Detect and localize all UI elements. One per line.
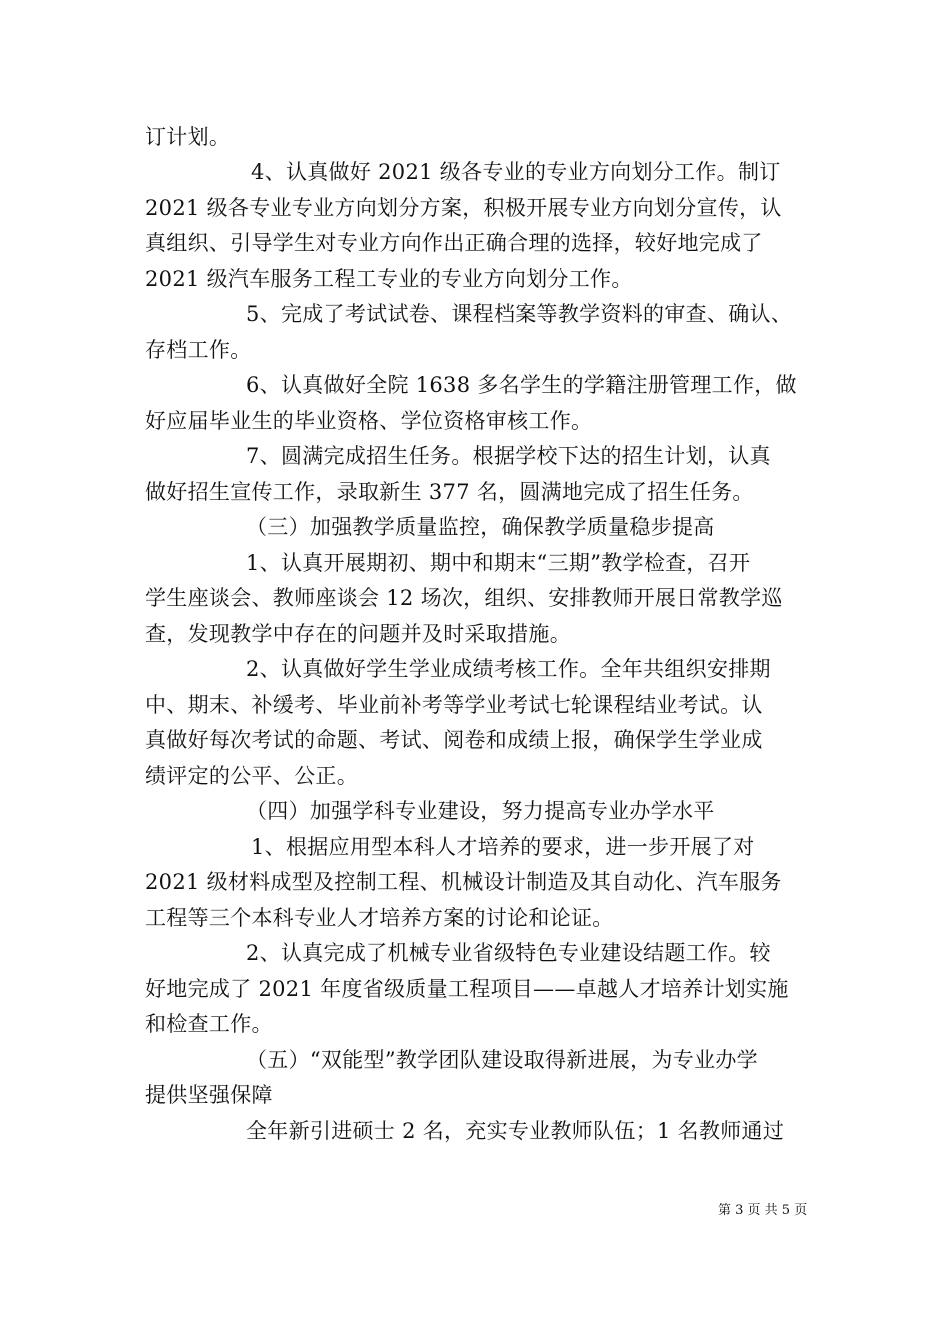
text-line: 6、认真做好全院 1638 多名学生的学籍注册管理工作，做 bbox=[246, 373, 797, 397]
text-line: 好地完成了 2021 年度省级质量工程项目——卓越人才培养计划实施 bbox=[145, 977, 789, 1001]
text-line: 1、根据应用型本科人才培养的要求，进一步开展了对 bbox=[251, 835, 755, 859]
text-line: 中、期末、补缓考、毕业前补考等学业考试七轮课程结业考试。认 bbox=[145, 693, 763, 717]
text-line: 工程等三个本科专业人才培养方案的讨论和论证。 bbox=[145, 906, 614, 930]
text-line: 7、圆满完成招生任务。根据学校下达的招生计划，认真 bbox=[246, 444, 771, 468]
text-line: 查，发现教学中存在的问题并及时采取措施。 bbox=[145, 622, 571, 646]
text-line: 2、认真做好学生学业成绩考核工作。全年共组织安排期 bbox=[246, 657, 771, 681]
text-line: 提供坚强保障 bbox=[145, 1083, 273, 1107]
text-line: 2021 级各专业专业方向划分方案，积极开展专业方向划分宣传，认 bbox=[145, 196, 782, 220]
text-line: 2021 级汽车服务工程工专业的专业方向划分工作。 bbox=[145, 267, 633, 291]
text-line: 学生座谈会、教师座谈会 12 场次，组织、安排教师开展日常教学巡 bbox=[145, 586, 783, 610]
text-line: 和检查工作。 bbox=[145, 1012, 273, 1036]
text-line: 2、认真完成了机械专业省级特色专业建设结题工作。较 bbox=[246, 941, 771, 965]
text-line: 绩评定的公平、公正。 bbox=[145, 764, 358, 788]
section-heading: （三）加强教学质量监控，确保教学质量稳步提高 bbox=[246, 515, 715, 539]
text-line: 存档工作。 bbox=[145, 338, 252, 362]
section-heading: （五）“双能型”教学团队建设取得新进展，为专业办学 bbox=[246, 1048, 758, 1072]
text-line: 1、认真开展期初、期中和期末“三期”教学检查，召开 bbox=[246, 551, 751, 575]
text-line: 5、完成了考试试卷、课程档案等教学资料的审查、确认、 bbox=[246, 302, 793, 326]
text-line: 做好招生宣传工作，录取新生 377 名，圆满地完成了招生任务。 bbox=[145, 480, 754, 504]
text-line: 真组织、引导学生对专业方向作出正确合理的选择，较好地完成了 bbox=[145, 231, 763, 255]
text-line: 4、认真做好 2021 级各专业的专业方向划分工作。制订 bbox=[251, 160, 781, 184]
text-line: 订计划。 bbox=[145, 125, 231, 149]
text-line: 全年新引进硕士 2 名，充实专业教师队伍；1 名教师通过 bbox=[246, 1119, 785, 1143]
text-line: 2021 级材料成型及控制工程、机械设计制造及其自动化、汽车服务 bbox=[145, 870, 782, 894]
text-line: 好应届毕业生的毕业资格、学位资格审核工作。 bbox=[145, 409, 593, 433]
text-line: 真做好每次考试的命题、考试、阅卷和成绩上报，确保学生学业成 bbox=[145, 728, 763, 752]
section-heading: （四）加强学科专业建设，努力提高专业办学水平 bbox=[246, 799, 715, 823]
page-number: 第 3 页 共 5 页 bbox=[718, 1203, 808, 1218]
